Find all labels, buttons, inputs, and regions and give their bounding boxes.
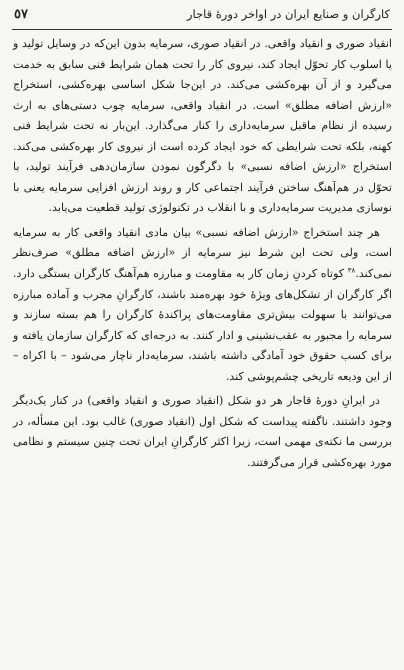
page-number: ٥٧ xyxy=(14,7,28,22)
running-header xyxy=(14,7,390,27)
paragraph-2 xyxy=(13,223,392,387)
paragraph-2-text: هر چند استخراج «ارزش اضافه نسبی» بیان مادی انقیاد واقعی کار به سرمایه است، ولی تحت این شرط نیز سرمایه از «ارزش اضافه مطلق» صرف‌نظر نمی‌کند. xyxy=(13,225,393,281)
paragraph-3: در ایرانِ دورهٔ قاجار هر دو شکل (انقیاد صوری و انقیاد واقعی) در کنار یک‌دیگر وجود داشتند. ناگفته پیداست که شکل اول (انقیاد صوری) غالب بود. این مسأله، در بررسی ما نکته‌ی مهمی است، زیرا اکثر کارگرانِ ایران تحت چنین سیستم و نظامی مورد بهره‌کشی قرار می‌گرفتند. xyxy=(13,394,392,469)
running-title: کارگران و صنایع ایران در اواخر دورهٔ قاجار xyxy=(186,7,390,21)
footnote-ref[interactable]: ٣٨ xyxy=(347,266,356,275)
paragraph-1: انقیاد صوری و انقیاد واقعی. در انقیاد صوری، سرمایه بدون این‌که در وسایل تولید و یا اسلوب کار تحوّل ایجاد کند، نیروی کار را تحت همان شرایط فنی سابق به خدمت می‌گیرد و از آن بهره‌کشی می‌کند. در این‌جا شکل اساسی بهره‌کشی، استخراج «ارزش اضافه مطلق» است. در انقیاد واقعی، سرمایه چوب دستی‌های به ارث رسیده از نظام ماقبل سرمایه‌داری را کنار می‌گذارد. این‌بار نه تحت شرایط فنی کهنه، بلکه تحت شرایطی که خود ایجاد کرده است از نیروی کار بهره‌کشی می‌کند. استخراج «ارزش اضافه نسبی» با دگرگون نمودن سازمان‌دهی فرآیند تولید، با تحوّل در هم‌آهنگ ساختن فرآیند اجتماعی کار و روند ارزش افزایی سرمایه یعنی با نوسازی مدیریت سرمایه‌داری و با انقلاب در تکنولوژی تولید قطعیت می‌یابد. xyxy=(13,37,392,215)
page-body xyxy=(13,34,392,473)
paragraph-2-continued: کوتاه کردنِ زمان کار به مقاومت و مبارزه هم‌آهنگ کارگران بستگی دارد. اگر کارگران از تشکل‌های ویژهٔ خود بهره‌مند باشند، کارگرانِ مجرب و آماده مبارزه می‌توانند با سهولت بیش‌تری مقاومت‌های پراکندهٔ کارگران را هم بسته سازند و سرمایه را مجبور به عقب‌نشینی و ادار کنند. به درجه‌ای که کارگران سازمان یافته و برای کسب حقوق خود آمادگی داشته باشند، سرمایه‌دار ناچار می‌شود – با اکراه – از این ودیعه تاریخی چشم‌پوشی کند. xyxy=(13,267,392,383)
header-rule xyxy=(12,29,392,30)
